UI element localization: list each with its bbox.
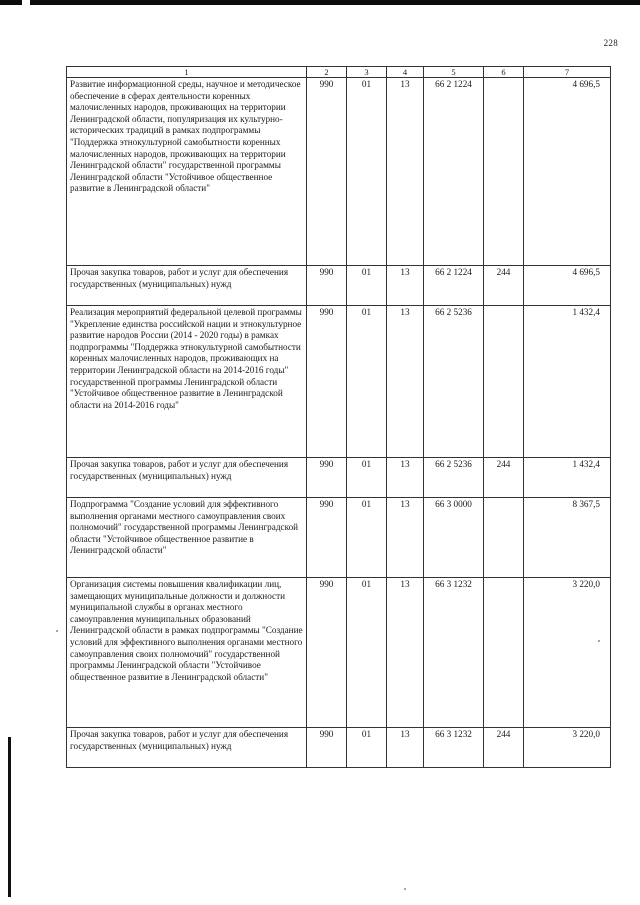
cell-code: 990 <box>307 266 347 306</box>
row-description: Прочая закупка товаров, работ и услуг для обеспечения государственных (муниципальных) нужд <box>67 266 307 306</box>
row-description: Прочая закупка товаров, работ и услуг для обеспечения государственных (муниципальных) нужд <box>67 458 307 498</box>
header-cell: 3 <box>347 67 387 78</box>
scan-speck <box>56 630 58 632</box>
cell-expense-type <box>484 578 524 728</box>
row-description: Организация системы повышения квалификации лиц, замещающих муниципальные должности и должности муниципальной службы в органах местного самоуправления муниципальных образований Ленинградской области в рамках подпрограммы "Создание условий для эффективного выполнения органами местного самоуправления своих полномочий" государственной программы Ленинградской области "Устойчивое общественное развитие в Ленинградской области" <box>67 578 307 728</box>
table-row <box>67 78 611 266</box>
table-row <box>67 578 611 728</box>
cell-amount: 4 696,5 <box>524 266 611 306</box>
cell-section: 01 <box>347 498 387 578</box>
table-row <box>67 306 611 458</box>
cell-section: 01 <box>347 458 387 498</box>
cell-expense-type <box>484 78 524 266</box>
cell-section: 01 <box>347 728 387 768</box>
cell-target: 66 3 0000 <box>424 498 484 578</box>
header-row <box>67 67 611 78</box>
row-description: Подпрограмма "Создание условий для эффективного выполнения органами местного самоуправления своих полномочий" государственной программы Ленинградской области "Устойчивое общественное развитие в Ленинградской области" <box>67 498 307 578</box>
cell-amount: 3 220,0 <box>524 728 611 768</box>
cell-amount: 1 432,4 <box>524 458 611 498</box>
cell-target: 66 2 5236 <box>424 458 484 498</box>
cell-target: 66 2 5236 <box>424 306 484 458</box>
page-number: 228 <box>603 38 618 48</box>
cell-target: 66 2 1224 <box>424 266 484 306</box>
cell-expense-type <box>484 306 524 458</box>
cell-code: 990 <box>307 498 347 578</box>
cell-expense-type: 244 <box>484 458 524 498</box>
cell-subsection: 13 <box>387 306 424 458</box>
cell-section: 01 <box>347 78 387 266</box>
cell-subsection: 13 <box>387 458 424 498</box>
cell-section: 01 <box>347 306 387 458</box>
scan-left-bar <box>8 737 11 897</box>
cell-amount: 4 696,5 <box>524 78 611 266</box>
table-row <box>67 266 611 306</box>
table-row <box>67 728 611 768</box>
budget-table <box>66 66 611 768</box>
cell-amount: 8 367,5 <box>524 498 611 578</box>
header-cell: 2 <box>307 67 347 78</box>
cell-subsection: 13 <box>387 78 424 266</box>
cell-section: 01 <box>347 578 387 728</box>
row-description: Реализация мероприятий федеральной целевой программы "Укрепление единства российской нации и этнокультурное развитие народов России (2014 - 2020 годы) в рамках подпрограммы "Поддержка этнокультурной самобытности коренных малочисленных народов, проживающих на территории Ленинградской области на 2014-2016 годы" государственной программы Ленинградской области "Устойчивое общественное развитие в Ленинградской области на 2014-2016 годы" <box>67 306 307 458</box>
cell-section: 01 <box>347 266 387 306</box>
header-cell: 1 <box>67 67 307 78</box>
cell-amount: 1 432,4 <box>524 306 611 458</box>
scan-top-edge-gap <box>22 0 30 6</box>
cell-amount: 3 220,0 <box>524 578 611 728</box>
cell-subsection: 13 <box>387 266 424 306</box>
cell-target: 66 3 1232 <box>424 728 484 768</box>
header-cell: 5 <box>424 67 484 78</box>
cell-subsection: 13 <box>387 498 424 578</box>
scan-top-edge <box>0 0 640 5</box>
cell-expense-type <box>484 498 524 578</box>
cell-expense-type: 244 <box>484 266 524 306</box>
cell-subsection: 13 <box>387 728 424 768</box>
table-row <box>67 498 611 578</box>
cell-target: 66 2 1224 <box>424 78 484 266</box>
cell-code: 990 <box>307 458 347 498</box>
cell-code: 990 <box>307 578 347 728</box>
scan-speck <box>404 888 406 890</box>
cell-expense-type: 244 <box>484 728 524 768</box>
header-cell: 4 <box>387 67 424 78</box>
row-description: Развитие информационной среды, научное и методическое обеспечение в сферах деятельности коренных малочисленных народов, проживающих на территории Ленинградской области, популяризация их культурно-исторических традиций в рамках подпрограммы "Поддержка этнокультурной самобытности коренных малочисленных народов, проживающих на территории Ленинградской области" государственной программы Ленинградской области "Устойчивое общественное развитие в Ленинградской области" <box>67 78 307 266</box>
cell-subsection: 13 <box>387 578 424 728</box>
cell-code: 990 <box>307 78 347 266</box>
cell-code: 990 <box>307 306 347 458</box>
cell-code: 990 <box>307 728 347 768</box>
header-cell: 6 <box>484 67 524 78</box>
header-cell: 7 <box>524 67 611 78</box>
budget-table-container <box>66 66 610 768</box>
cell-target: 66 3 1232 <box>424 578 484 728</box>
row-description: Прочая закупка товаров, работ и услуг для обеспечения государственных (муниципальных) нужд <box>67 728 307 768</box>
table-row <box>67 458 611 498</box>
